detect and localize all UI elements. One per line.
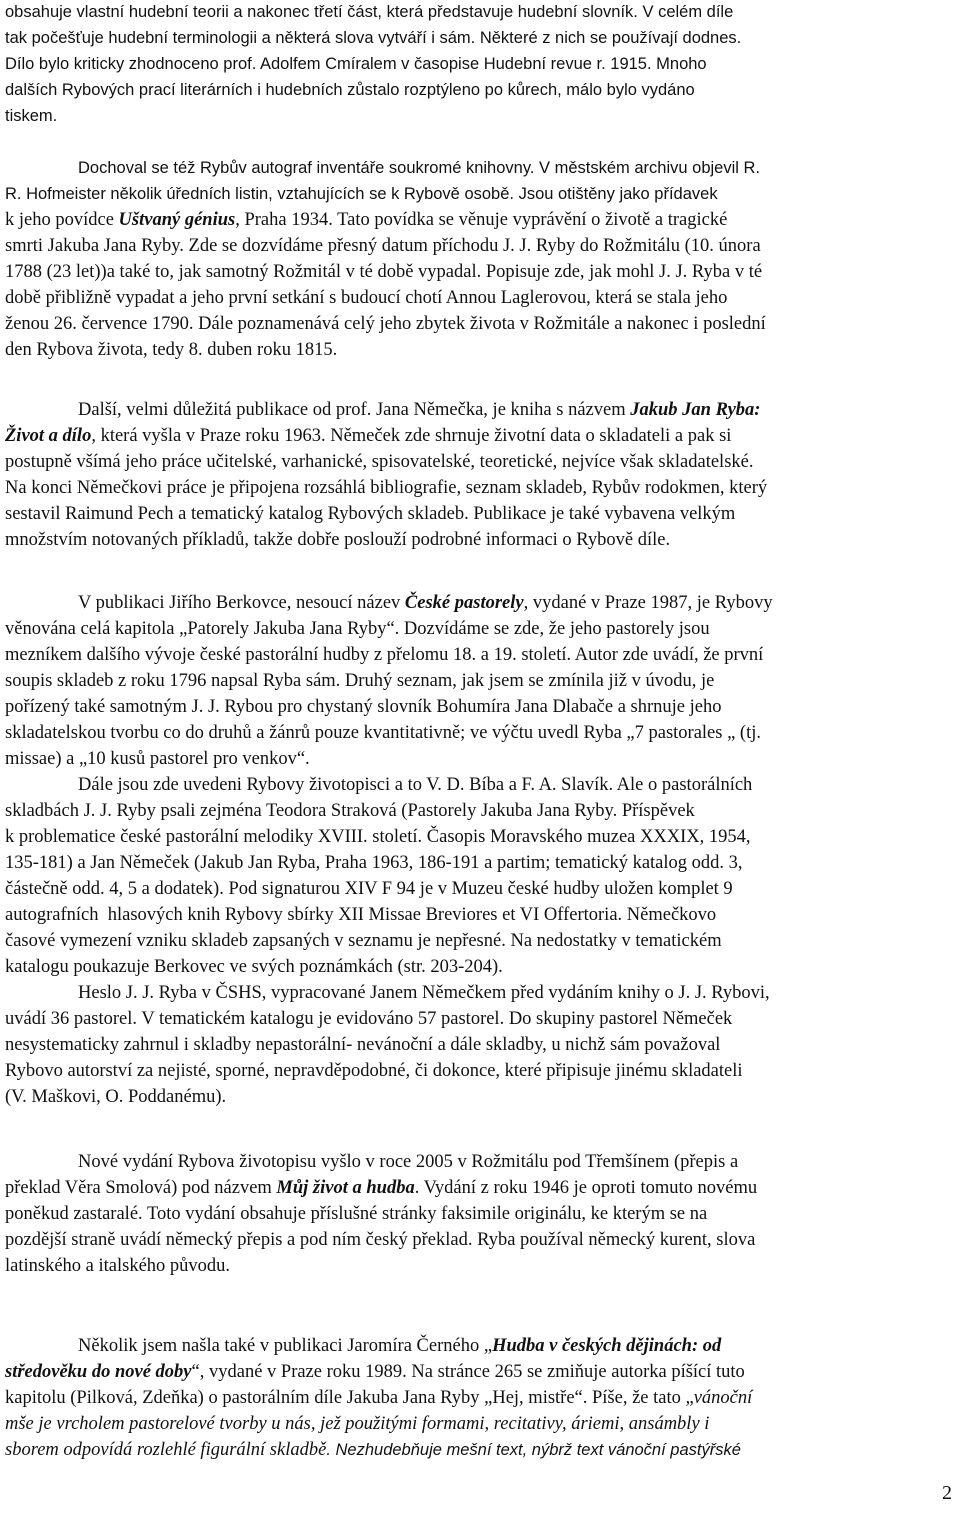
text-line: nesystematicky zahrnul i skladby nepastorální- nevánoční a dále skladby, u nichž sám považoval (5, 1035, 721, 1055)
text-run: , Praha 1934. Tato povídka se věnuje vyprávění o životě a tragické (235, 210, 728, 230)
text-line: sestavil Raimund Pech a tematický katalog Rybových skladeb. Publikace je také vybavena velkým (5, 504, 736, 524)
text-line: Nové vydání Rybova životopisu vyšlo v roce 2005 v Rožmitálu pod Třemšínem (přepis a (78, 1152, 739, 1172)
text-run: , vydané v Praze 1987, je Rybovy (523, 593, 773, 613)
text-line: částečně odd. 4, 5 a dodatek). Pod signaturou XIV F 94 je v Muzeu české hudby uložen komplet 9 (5, 879, 733, 899)
text-run: překlad Věra Smolová) pod názvem (5, 1178, 277, 1198)
text-line: poněkud zastaralé. Toto vydání obsahuje příslušné stránky faksimile originálu, ke kterým se na (5, 1204, 708, 1224)
text-line: časové vymezení vzniku skladeb zapsaných v seznamu je nepřesné. Na nedostatky v tematickém (5, 931, 722, 951)
text-line: smrti Jakuba Jana Ryby. Zde se dozvídáme přesný datum příchodu J. J. Ryby do Rožmitálu (10. února (5, 236, 761, 256)
text-line: (V. Maškovi, O. Poddanému). (5, 1087, 227, 1107)
text-line (5, 590, 957, 616)
text-run: Další, velmi důležitá publikace od prof. Jana Němečka, je kniha s názvem (78, 400, 631, 420)
text-line: pořízený také samotným J. J. Rybou pro chystaný slovník Bohumíra Jana Dlabače a shrnuje jeho (5, 697, 722, 717)
book-title: Můj život a hudba (276, 1178, 415, 1198)
text-line (5, 1175, 957, 1201)
text-run: , která vyšla v Praze roku 1963. Němeček zde shrnuje životní data o skladateli a pak si (91, 426, 732, 446)
book-title: České pastorely (404, 593, 524, 613)
text-line (5, 1385, 957, 1411)
text-line: 1788 (23 let))a také to, jak samotný Rožmitál v té době vypadal. Popisuje zde, jak mohl J. J. Ryba v té (5, 262, 763, 282)
quote-text: vánoční (693, 1388, 753, 1408)
book-title: Uštvaný génius (118, 210, 236, 230)
text-run: k jeho povídce (5, 210, 119, 230)
text-line: ženou 26. července 1790. Dále poznamenává celý jeho zbytek života v Rožmitále a nakonec i poslední (5, 314, 766, 334)
text-run: V publikaci Jiřího Berkovce, nesoucí název (78, 593, 405, 613)
text-line: den Rybova života, tedy 8. duben roku 1815. (5, 340, 338, 360)
text-line (5, 1333, 957, 1359)
text-line: pozdější straně uvádí německý přepis a pod ním český překlad. Ryba používal německý kurent, slova (5, 1230, 756, 1250)
text-line: tiskem. (5, 107, 58, 125)
text-line: k problematice české pastorální melodiky XVIII. století. Časopis Moravského muzea XXXIX, 1954, (5, 827, 751, 847)
text-run: “, vydané v Praze roku 1989. Na stránce 265 se zmiňuje autorka píšící tuto (191, 1362, 745, 1382)
book-title: středověku do nové doby (5, 1362, 192, 1382)
text-line: době přibližně vypadat a jeho první setkání s budoucí chotí Annou Laglerovou, která se stala jeho (5, 288, 728, 308)
text-line: soupis skladeb z roku 1796 napsal Ryba sám. Druhý seznam, jak jsem se zmínila již v úvodu, je (5, 671, 715, 691)
text-line: mezníkem dalšího vývoje české pastorální hudby z přelomu 18. a 19. století. Autor zde uvádí, že první (5, 645, 764, 665)
paragraph-autograph (5, 155, 957, 363)
text-line: Rybovo autorství za nejisté, sporné, nepravděpodobné, či dokonce, které připisuje jinému skladateli (5, 1061, 743, 1081)
text-line: postupně všímá jeho práce učitelské, varhanické, spisovatelské, teoretické, nejvíce však skladatelské. (5, 452, 754, 472)
quote-text: sborem odpovídá rozlehlé figurální skladbě (5, 1440, 327, 1460)
text-line: skladbách J. J. Ryby psali zejména Teodora Straková (Pastorely Jakuba Jana Ryby. Příspěvek (5, 801, 695, 821)
text-line (5, 1359, 957, 1385)
text-line: dalších Rybových prací literárních i hudebních zůstalo rozptýleno po kůrech, málo bylo vydáno (5, 81, 695, 99)
text-line: Na konci Němečkovi práce je připojena rozsáhlá bibliografie, seznam skladeb, Rybův rodokmen, který (5, 478, 768, 498)
text-run: Několik jsem našla také v publikaci Jaromíra Černého „ (78, 1336, 493, 1356)
document-page (5, 0, 957, 1517)
text-line (5, 397, 957, 423)
text-line: obsahuje vlastní hudební teorii a nakonec třetí část, která představuje hudební slovník. V celém díle (5, 3, 734, 21)
text-run: . Vydání z roku 1946 je oproti tomuto novému (414, 1178, 758, 1198)
text-line: 135-181) a Jan Němeček (Jakub Jan Ryba, Praha 1963, 186-191 a partim; tematický katalog odd. 3, (5, 853, 743, 873)
book-title: Hudba v českých dějinách: od (492, 1336, 722, 1356)
text-line: množstvím notovaných příkladů, takže dobře poslouží podrobné informaci o Rybově díle. (5, 530, 671, 550)
text-line: Dále jsou zde uvedeni Rybovy životopisci a to V. D. Bíba a F. A. Slavík. Ale o pastorálních (78, 775, 753, 795)
text-line: Dochoval se též Rybův autograf inventáře soukromé knihovny. V městském archivu objevil R. (78, 159, 761, 177)
paragraph-new-edition (5, 1149, 957, 1279)
quote-line: mše je vrcholem pastorelové tvorby u nás, jež použitými formami, recitativy, áriemi, ansámbly i (5, 1414, 710, 1434)
paragraph-berkovec (5, 590, 957, 1110)
paragraph-cerny (5, 1333, 957, 1463)
text-run: . Nezhudebňuje mešní text, nýbrž text vánoční pastýřské (326, 1441, 741, 1459)
book-title: Život a dílo (5, 426, 92, 446)
paragraph-nemecek (5, 397, 957, 553)
paragraph-intro (5, 0, 957, 129)
text-line: skladatelskou tvorbu co do druhů a žánrů pouze kvantitativně; ve výčtu uvedl Ryba „7 pastorales „ (tj. (5, 723, 761, 743)
text-run: kapitolu (Pilková, Zdeňka) o pastorálním díle Jakuba Jana Ryby „Hej, mistře“. Píše, že tato „ (5, 1388, 694, 1408)
quote-line (5, 1437, 957, 1463)
text-line: katalogu poukazuje Berkovec ve svých poznámkách (str. 203-204). (5, 957, 503, 977)
book-title: Jakub Jan Ryba: (630, 400, 761, 420)
text-line (5, 207, 957, 233)
text-line: uvádí 36 pastorel. V tematickém katalogu je evidováno 57 pastorel. Do skupiny pastorel Němeček (5, 1009, 733, 1029)
text-line: věnována celá kapitola „Patorely Jakuba Jana Ryby“. Dozvídáme se zde, že jeho pastorely jsou (5, 619, 710, 639)
text-line: missae) a „10 kusů pastorel pro venkov“. (5, 749, 310, 769)
text-line: latinského a italského původu. (5, 1256, 231, 1276)
page-number: 2 (942, 1482, 952, 1504)
text-line: Heslo J. J. Ryba v ČSHS, vypracované Janem Němečkem před vydáním knihy o J. J. Rybovi, (78, 983, 770, 1003)
text-line (5, 423, 957, 449)
text-line: tak počešťuje hudební terminologii a některá slova vytváří i sám. Některé z nich se používají dodnes. (5, 29, 742, 47)
text-line: autografních hlasových knih Rybovy sbírky XII Missae Breviores et VI Offertoria. Němečkovo (5, 905, 717, 925)
text-line: R. Hofmeister několik úředních listin, vztahujících se k Rybově osobě. Jsou otištěny jako přídavek (5, 185, 718, 203)
text-line: Dílo bylo kriticky zhodnoceno prof. Adolfem Cmíralem v časopise Hudební revue r. 1915. Mnoho (5, 55, 707, 73)
